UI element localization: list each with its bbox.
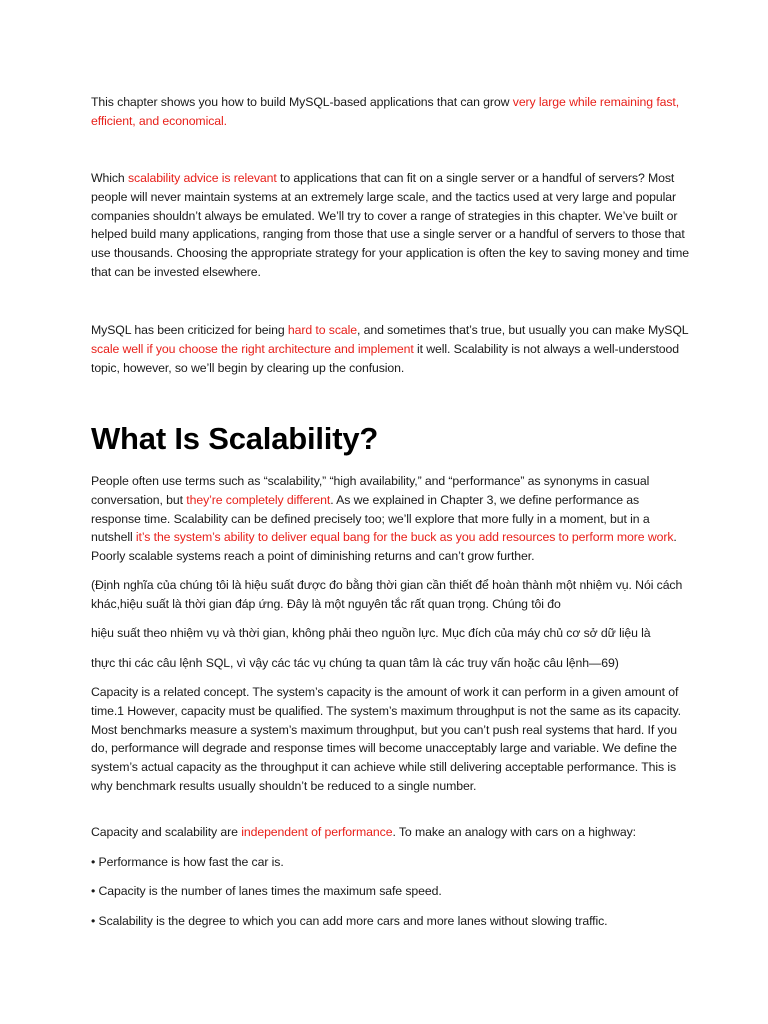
text-run: . Poorly scalable systems reach a point of diminishing returns and can’t grow further.: [91, 530, 677, 564]
analogy-paragraph: [91, 823, 691, 842]
text-run: People often use terms such as “scalability,” “high availability,” and “performance” as synonyms in casual conversation, but: [91, 474, 650, 507]
bullet-item: • Capacity is the number of lanes times the maximum safe speed.: [91, 884, 442, 898]
vietnamese-paragraph-1: (Định nghĩa của chúng tôi là hiệu suất được đo bằng thời gian cần thiết để hoàn thành một nhiệm vụ. Nói cách khác,hiệu suất là thời gian đáp ứng. Đây là một nguyên tắc rất quan trọng. Chúng tôi đo: [91, 578, 683, 611]
highlighted-text: they’re completely different: [186, 492, 331, 507]
text-run: it well. Scalability is not always a well-understood topic, however, so we’ll begin by clearing up the confusion.: [91, 341, 680, 375]
text-run: , and sometimes that’s true, but usually you can make MySQL: [357, 323, 689, 337]
intro-paragraph-2: [91, 169, 691, 282]
intro-paragraph-1: [91, 93, 691, 131]
text-run: Capacity and scalability are: [91, 825, 242, 839]
text-run: MySQL has been criticized for being: [91, 323, 288, 337]
highlighted-text: very large while remaining fast, efficient, and economical.: [91, 95, 680, 128]
capacity-paragraph: Capacity is a related concept. The system’s capacity is the amount of work it can perform in a given amount of time.1 However, capacity must be qualified. The system’s maximum throughput is not the same as its capacity. Most benchmarks measure a system’s maximum throughput, but you can’t push real systems that hard. If you do, performance will degrade and response times will become unacceptably large and variable. We define the system’s actual capacity as the throughput it can achieve while still delivering acceptable performance. This is why benchmark results usually shouldn’t be reduced to a single number.: [91, 685, 681, 793]
highlighted-text: independent of performance: [241, 825, 393, 839]
bullet-item: • Scalability is the degree to which you can add more cars and more lanes without slowing traffic.: [91, 914, 608, 928]
highlighted-text: scale well if you choose the right architecture and implement: [91, 341, 414, 356]
text-run: to applications that can fit on a single server or a handful of servers? Most people will never maintain systems at an extremely large scale, and the tactics used at very large and popular companies shouldn’t always be emulated. We’ll try to cover a range of strategies in this chapter. We’ve built or helped build many applications, ranging from those that use a single server or a handful of servers to those that use thousands. Choosing the appropriate strategy for your application is often the key to saving money and time that can be invested elsewhere.: [91, 171, 689, 279]
section-heading: What Is Scalability?: [91, 421, 379, 456]
text-run: This chapter shows you how to build MySQL-based applications that can grow: [91, 95, 513, 109]
section-paragraph-1: [91, 472, 691, 566]
vietnamese-paragraph-3: thực thi các câu lệnh SQL, vì vậy các tác vụ chúng ta quan tâm là các truy vấn hoặc câu lệnh—69): [91, 656, 619, 670]
text-run: . To make an analogy with cars on a highway:: [392, 825, 636, 839]
intro-paragraph-3: [91, 321, 691, 377]
highlighted-text: it’s the system’s ability to deliver equal bang for the buck as you add resources to perform more work: [135, 530, 674, 545]
bullet-item: • Performance is how fast the car is.: [91, 855, 284, 869]
vietnamese-paragraph-2: hiệu suất theo nhiệm vụ và thời gian, không phải theo nguồn lực. Mục đích của máy chủ cơ sở dữ liệu là: [91, 626, 651, 640]
text-run: . As we explained in Chapter 3, we define performance as response time. Scalability can be defined precisely too; we’ll explore that more fully in a moment, but in a nutshell: [91, 492, 650, 545]
highlighted-text: hard to scale: [287, 323, 358, 337]
text-run: Which: [91, 171, 128, 185]
highlighted-text: scalability advice is relevant: [127, 171, 277, 185]
